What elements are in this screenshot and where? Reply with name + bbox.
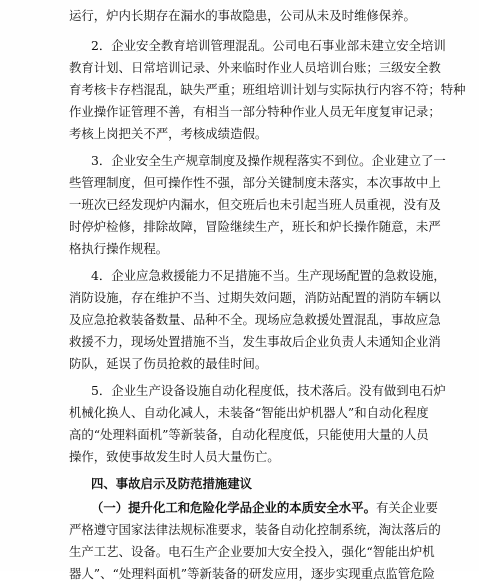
paragraph-line: 2．企业安全教育培训管理混乱。公司电石事业部未建立安全培训 (91, 38, 446, 53)
paragraph-line: 器人”、“处理料面机”等新装备的研发应用，逐步实现重点监管危险 (69, 566, 435, 581)
paragraph-line: 教育计划、日常培训记录、外来临时作业人员培训台账；三级安全教 (69, 60, 441, 75)
paragraph-line: 5．企业生产设备设施自动化程度低，技术落后。没有做到电石炉 (91, 383, 446, 398)
paragraph-line: 些管理制度，但可操作性不强，部分关键制度未落实，本次事故中上 (69, 175, 441, 190)
paragraph-line: 防队，延误了伤员抢救的最佳时间。 (69, 356, 268, 371)
paragraph-line: 运行，炉内长期存在漏水的事故隐患，公司从未及时维修保养。 (69, 8, 416, 23)
paragraph-line: 考核上岗把关不严，考核成绩造假。 (69, 126, 268, 141)
section-heading: 四、事故启示及防范措施建议 (91, 476, 253, 491)
paragraph-line: 育考核卡存档混乱，缺失严重；班组培训计划与实际执行内容不符；特种 (69, 82, 466, 97)
subsection-lead: （一）提升化工和危险化学品企业的本质安全水平。 (91, 500, 376, 515)
paragraph-line (91, 498, 438, 518)
paragraph-line: 生产工艺、设备。电石生产企业要加大安全投入，强化“智能出炉机 (69, 544, 435, 559)
paragraph-line: 一班次已经发现炉内漏水，但交班后也未引起当班人员重视，没有及 (69, 197, 441, 212)
paragraph-line: 作业操作证管理不善，有相当一部分特种作业人员无年度复审记录； (69, 104, 441, 119)
paragraph-line: 格执行操作规程。 (69, 241, 169, 256)
paragraph-line: 时停炉检修，排除故障，冒险继续生产，班长和炉长操作随意，未严 (69, 219, 441, 234)
paragraph-line: 4．企业应急救援能力不足措施不当。生产现场配置的急救设施， (91, 268, 446, 283)
paragraph-line: 操作，致使事故发生时人员大量伤亡。 (69, 449, 280, 464)
paragraph-line: 机械化换人、自动化减人，未装备“智能出炉机器人”和自动化程度 (69, 405, 429, 420)
paragraph-line: 3．企业安全生产规章制度及操作规程落实不到位。企业建立了一 (91, 153, 446, 168)
paragraph-line: 严格遵守国家法律法规标准要求，装备自动化控制系统，淘汰落后的 (69, 522, 441, 537)
paragraph-line: 高的“处理料面机”等新装备，自动化程度低，只能使用大量的人员 (69, 427, 429, 442)
paragraph-line: 救援不力，现场处置措施不当，发生事故后企业负责人未通知企业消 (69, 334, 441, 349)
paragraph-line: 及应急抢救装备数量、品种不全。现场应急救援处置混乱，事故应急 (69, 312, 441, 327)
paragraph-text: 有关企业要 (375, 500, 438, 515)
paragraph-line: 消防设施，存在维护不当、过期失效问题，消防站配置的消防车辆以 (69, 290, 441, 305)
